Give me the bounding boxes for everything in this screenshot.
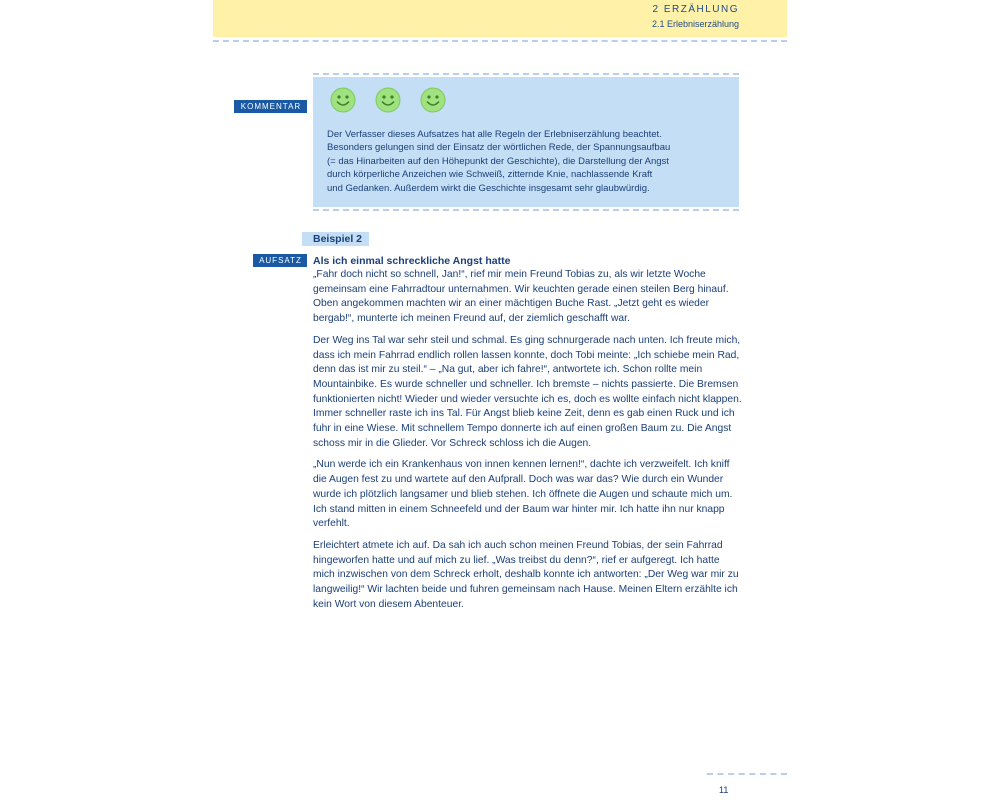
essay-paragraph: Erleichtert atmete ich auf. Da sah ich auch schon meinen Freund Tobias, der sein Fahrrad hingeworfen hatte und auf mich zu lief. „Was treibst du denn?“, rief er aufgeregt. Ich hatte mich inzwischen von dem Schreck erholt, deshalb konnte ich antworten: „Der Weg war mir zu langweilig!“ Wir lachten beide und fuhren gemeinsam nach Hause. Meinen Eltern erzählte ich kein Wort von diesem Abenteuer. [313, 539, 739, 610]
comment-line: (= das Hinarbeiten auf den Höhepunkt der Geschichte), die Darstellung der Angst [327, 155, 669, 167]
smiley-face-icon [330, 87, 356, 113]
example-label: Beispiel 2 [302, 232, 369, 246]
comment-bottom-divider [313, 209, 739, 211]
comment-line: und Gedanken. Außerdem wirkt die Geschichte insgesamt sehr glaubwürdig. [327, 182, 650, 194]
page-header [213, 0, 787, 37]
essay-paragraph: Der Weg ins Tal war sehr steil und schmal. Es ging schnurgerade nach unten. Ich freute mich, dass ich mein Fahrrad endlich rollen lassen konnte, doch Tobi meinte: „Ich schiebe mein Rad, denn das ist mir zu steil.“ – „Na gut, aber ich fahre!“, antwortete ich. Schon rollte mein Mountainbike. Es wurde schneller und schneller. Ich bremste – nichts passierte. Die Bremsen funktionierten nicht! Wieder und wieder versuchte ich es, doch es wollte einfach nicht klappen. Immer schneller raste ich ins Tal. Für Angst blieb keine Zeit, denn es gab einen Ruck und ich fuhr in eine Wiese. Mit schnellem Tempo donnerte ich auf einen großen Baum zu. Die Angst schoss mir in die Glieder. Vor Schreck schloss ich die Augen. [313, 334, 742, 449]
smiley-face-icon [420, 87, 446, 113]
essay-tag: AUFSATZ [253, 254, 307, 267]
comment-text [327, 128, 727, 195]
smiley-face-icon [375, 87, 401, 113]
essay-paragraph: „Nun werde ich ein Krankenhaus von innen kennen lernen!“, dachte ich verzweifelt. Ich kniff die Augen fest zu und wartete auf den Aufprall. Doch was war das? Wie durch ein Wunder wurde ich plötzlich langsamer und blieb stehen. Ich öffnete die Augen und schaute mich um. Ich stand mitten in einem Schneefeld und der Baum war hinter mir. Ich hatte ihn nur knapp verfehlt. [313, 459, 733, 530]
essay-title: Als ich einmal schreckliche Angst hatte [313, 255, 511, 267]
comment-line: Der Verfasser dieses Aufsatzes hat alle Regeln der Erlebniserzählung beachtet. [327, 129, 662, 140]
essay-body [313, 268, 743, 619]
chapter-title: 2 ERZÄHLUNG [652, 4, 739, 15]
comment-box [313, 77, 739, 207]
section-title: 2.1 Erlebniserzählung [651, 19, 739, 29]
comment-line: durch körperliche Anzeichen wie Schweiß, zitternde Knie, nachlassende Kraft [327, 169, 653, 181]
header-divider [213, 40, 787, 42]
page-number: 11 [719, 785, 729, 795]
comment-tag: KOMMENTAR [234, 100, 307, 113]
footer-divider [707, 773, 787, 775]
comment-line: Besonders gelungen sind der Einsatz der wörtlichen Rede, der Spannungsaufbau [327, 142, 671, 154]
essay-paragraph: „Fahr doch nicht so schnell, Jan!“, rief mir mein Freund Tobias zu, als wir letzte Woche gemeinsam eine Fahrradtour unternahmen. Wir keuchten gerade einen steilen Berg hinauf. Oben angekommen machten wir an einer mächtigen Buche Rast. „Jetzt geht es wieder bergab!“, munterte ich meinen Freund auf, der ziemlich geschafft war. [313, 269, 729, 325]
comment-top-divider [313, 73, 739, 75]
